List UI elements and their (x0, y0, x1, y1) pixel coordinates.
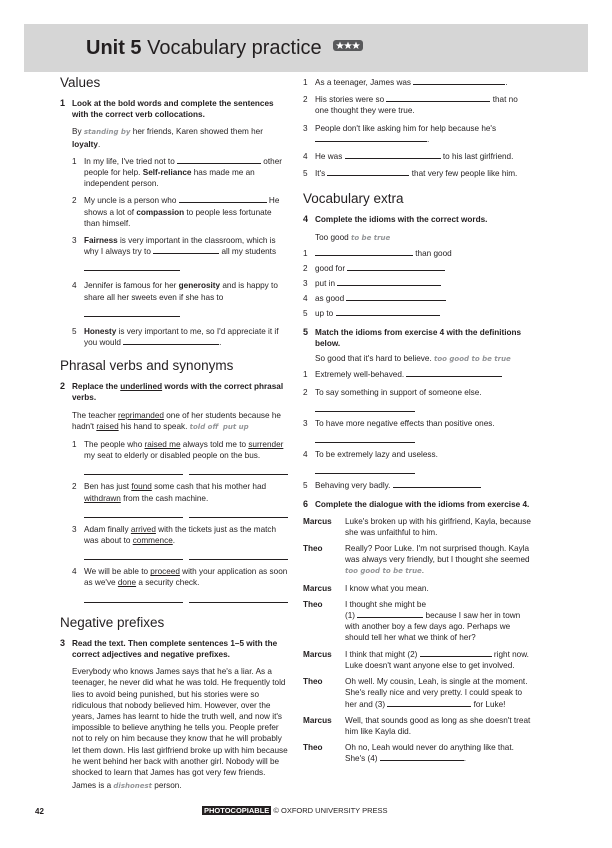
exercise-instruction: Match the idioms from exercise 4 with the definitions below. (315, 327, 522, 349)
answer-blank[interactable] (179, 195, 267, 203)
list-item: 5 up to (303, 308, 533, 319)
exercise-5 (303, 327, 533, 366)
list-item: 2 His stories were so that no one thought they were true. (303, 95, 518, 116)
list-item: 2 To say something in support of someone else. (303, 387, 533, 412)
list-item: 1 In my life, I've tried not to other people for help. Self-reliance has made me an independent person. (72, 156, 282, 189)
photocopiable-badge: PHOTOCOPIABLE (204, 806, 270, 815)
exercise-instruction: Complete the dialogue with the idioms from exercise 4. (315, 500, 530, 510)
exercise-3 (60, 638, 288, 793)
list-item: 4 as good (303, 293, 533, 304)
dialogue-line: Theo Oh no, Leah would never do anything like that. She's (4) . (303, 743, 514, 764)
title-subtitle: Vocabulary practice (147, 37, 322, 59)
answer-blank[interactable] (337, 278, 441, 286)
answer-blank[interactable] (347, 263, 445, 271)
answer-blank[interactable] (84, 504, 183, 518)
list-item: 2 Ben has just found some cash that his mother had withdrawn from the cash machine. (72, 481, 288, 517)
answer-blank[interactable] (189, 589, 288, 603)
example: Too good to be true (315, 232, 391, 242)
answer-blank[interactable] (387, 699, 471, 707)
dialogue-line: Marcus Well, that sounds good as long as she doesn't treat him like Kayla did. (303, 715, 531, 736)
answer-blank[interactable] (315, 248, 413, 256)
answer-blank[interactable] (345, 151, 441, 159)
list-item: 2 good for (303, 263, 533, 274)
dialogue-line: Theo Oh well. My cousin, Leah, is single at the moment. She's really nice and very pretty. I could speak to her and (3) for Luke! (303, 677, 528, 709)
dialogue-line: Marcus Luke's broken up with his girlfriend, Kayla, because she was unfaithful to him. (303, 516, 531, 537)
dialogue-line: Marcus I know what you mean. (303, 583, 429, 593)
list-item: 3 Fairness is very important in the classroom, which is why I always try to all my students (72, 235, 288, 271)
three-stars-icon (333, 40, 363, 51)
exercise-number: 3 (60, 637, 66, 648)
list-item: 1 As a teenager, James was . (303, 78, 508, 87)
answer-line[interactable] (315, 429, 415, 443)
page-number: 42 (35, 807, 44, 816)
example: By standing by her friends, Karen showed them her loyalty. (72, 127, 263, 149)
answer-blank[interactable] (406, 369, 502, 377)
answer-blank[interactable] (413, 77, 505, 85)
answer-blank[interactable] (84, 589, 183, 603)
answer-blank[interactable] (315, 134, 427, 142)
answer-blank[interactable] (336, 308, 440, 316)
footer-copyright: PHOTOCOPIABLE © OXFORD UNIVERSITY PRESS (204, 806, 388, 815)
example: James is a dishonest person. (72, 781, 182, 791)
list-item: 3 put in (303, 278, 533, 289)
section-title-phrasal: Phrasal verbs and synonyms (60, 358, 234, 374)
dialogue-line: Marcus I think that might (2) right now. Luke doesn't want anyone else to get involved. (303, 649, 529, 670)
exercise-number: 4 (303, 214, 309, 225)
section-title-negative: Negative prefixes (60, 614, 165, 630)
exercise-instruction: Read the text. Then complete sentences 1–5 with the correct adjectives and negative prefixes. (72, 638, 278, 659)
list-item: 5 Honesty is very important to me, so I'd appreciate it if you would . (72, 326, 279, 348)
list-item: 4 To be extremely lazy and useless. (303, 449, 533, 474)
list-item: 1 than good (303, 248, 452, 258)
list-item: 5 It's that very few people like him. (303, 169, 518, 179)
exercise-2 (60, 381, 288, 602)
reading-text: Everybody who knows James says that he's a liar. As a teenager, he never did what he was told. He frequently told lies to avoid being punished, but his stories were so ridiculous that nobody believed him. However, over the years, James has learnt to hide the truth well, and now it's impossible to believe anything he tells you. People prefer not to rely on him because they know that he will probably let them down. His last girlfriend broke up with him because he went behind her back with another girl. Nobody will be shocked to learn that James has got very few friends. (72, 667, 288, 777)
answer-blank[interactable] (84, 461, 183, 475)
list-item: 1 Extremely well-behaved. (303, 369, 533, 380)
answer-blank[interactable] (84, 546, 183, 560)
list-item: 5 Behaving very badly. (303, 480, 533, 491)
dialogue-line: Theo Really? Poor Luke. I'm not surprised though. Kayla was always very friendly, but I thought she seemed too good to be true. (303, 544, 530, 576)
list-item: 4 We will be able to proceed with your application as soon as we've done a security check. (72, 566, 288, 602)
exercise-number: 5 (303, 326, 309, 337)
answer-blank[interactable] (189, 546, 288, 560)
exercise-number: 6 (303, 499, 309, 510)
exercise-instruction: Look at the bold words and complete the sentences with the correct verb collocations. (72, 99, 274, 120)
page-title (86, 36, 363, 60)
answer-line[interactable] (84, 257, 180, 271)
exercise-6 (303, 499, 533, 510)
right-column (303, 75, 533, 765)
answer-blank[interactable] (327, 168, 409, 176)
example: So good that it's hard to believe. too good to be true (315, 354, 511, 364)
list-item: 4 Jennifer is famous for her generosity and is happy to share all her sweets even if she has to (72, 280, 288, 316)
list-item: 4 He was to his last girlfriend. (303, 152, 514, 162)
answer-blank[interactable] (189, 504, 288, 518)
answer-blank[interactable] (357, 610, 423, 618)
answer-blank[interactable] (123, 337, 219, 345)
list-item: 3 Adam finally arrived with the tickets just as the match was about to commence. (72, 524, 288, 560)
answer-blank[interactable] (420, 649, 492, 657)
answer-line[interactable] (315, 460, 415, 474)
answer-line[interactable] (84, 303, 180, 317)
list-item: 3 To have more negative effects than positive ones. (303, 418, 533, 443)
exercise-4 (303, 214, 533, 243)
left-column (60, 75, 288, 792)
exercise-number: 1 (60, 98, 66, 108)
list-item: 3 People don't like asking him for help because he's . (303, 123, 497, 144)
dialogue (303, 516, 533, 765)
idioms-list (303, 248, 533, 319)
answer-blank[interactable] (153, 246, 219, 254)
answer-blank[interactable] (393, 480, 481, 488)
answer-blank[interactable] (177, 156, 261, 164)
section-title-extra: Vocabulary extra (303, 191, 404, 207)
exercise-number: 2 (60, 381, 66, 392)
exercise-1 (60, 98, 288, 348)
answer-blank[interactable] (386, 94, 490, 102)
list-item: 1 The people who raised me always told me to surrender my seat to elderly or disabled people on the bus. (72, 439, 288, 475)
answer-blank[interactable] (189, 461, 288, 475)
example: The teacher reprimanded one of her students because he hadn't raised his hand to speak. told off put up (72, 410, 281, 431)
exercise-instruction: Replace the underlined words with the correct phrasal verbs. (72, 382, 284, 403)
section-title-values: Values (60, 75, 101, 90)
exercise-instruction: Complete the idioms with the correct words. (315, 215, 488, 225)
unit-label: Unit 5 (86, 37, 142, 59)
dialogue-line: Theo I thought she might be (1) because I saw her in town with another boy a few days ago. Perhaps we should tell her what we think of her? (303, 599, 521, 643)
answer-blank[interactable] (346, 293, 446, 301)
answer-blank[interactable] (380, 753, 464, 761)
list-item: 2 My uncle is a person who He shows a lot of compassion to people less fortunate than himself. (72, 196, 280, 228)
answer-line[interactable] (315, 398, 415, 412)
